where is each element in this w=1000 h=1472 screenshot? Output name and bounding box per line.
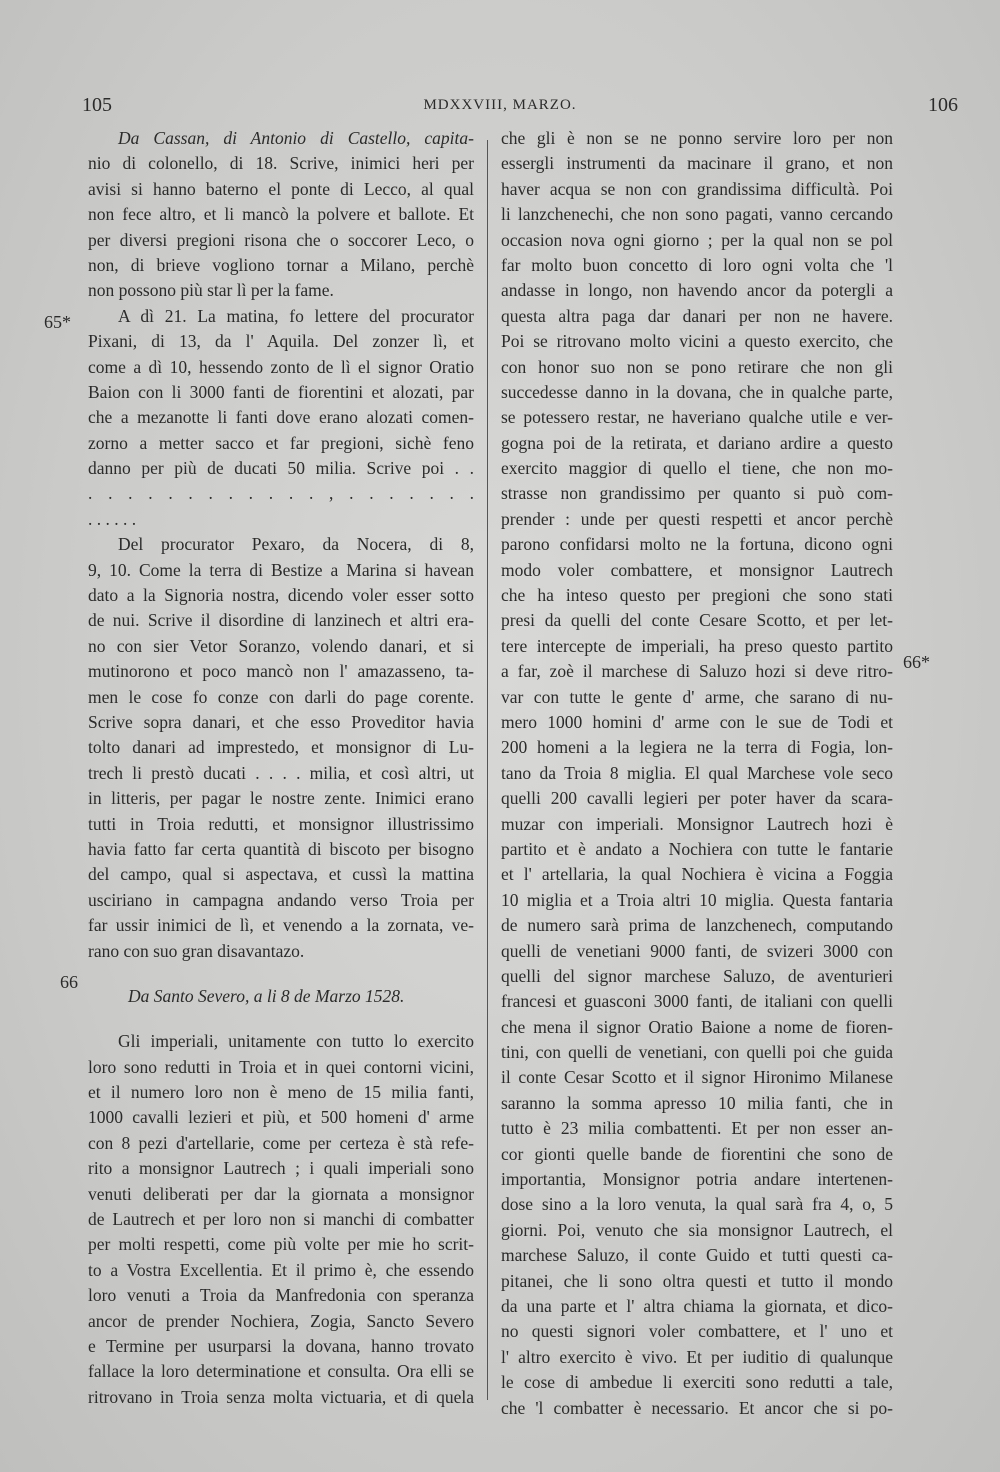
text-line: no questi signori voler combattere, et l' uno et: [501, 1321, 893, 1342]
left-column: [88, 126, 474, 1410]
text-line: havia fatto far certa quantità di biscoto per bisogno: [88, 838, 474, 859]
text-line: far ussir inimici de lì, et venendo a la zornata, ve-: [88, 915, 474, 936]
text-line: muzar con imperiali. Monsignor Lautrech hozi è: [501, 813, 893, 834]
text-line: per diversi pregioni risona che o soccorer Leco, o: [88, 229, 474, 250]
text-line: 1000 cavalli lezieri et più, et 500 homeni d' arme: [88, 1107, 474, 1128]
text-line: rano con suo gran disavantazo.: [88, 940, 305, 961]
text-line: francesi et guasconi 3000 fanti, de italiani con quelli: [501, 991, 893, 1012]
text-line: fallace la loro determinatione et consulta. Ora elli se: [88, 1361, 474, 1382]
text-line: succedesse danno in la dovana, che in qualche parte,: [501, 381, 893, 402]
text-line: rito a monsignor Lautrech ; i quali imperiali sono: [88, 1158, 474, 1179]
text-line: tutti in Troia redutti, et monsignor illustrissimo: [88, 813, 474, 834]
margin-number: 65*: [44, 312, 71, 332]
text-line: avisi si hanno baterno el ponte di Lecco, al qual: [88, 178, 474, 199]
text-line: Gli imperiali, unitamente con tutto lo exercito: [118, 1031, 474, 1052]
text-line: men le cose fo conze con darli do page corente.: [88, 686, 474, 707]
text-line: mero 1000 homini d' arme con le sue de Todi et: [501, 711, 893, 732]
text-line: non fece altro, et li mancò la polvere et ballote. Et: [88, 204, 474, 225]
margin-number: 66: [60, 972, 78, 992]
text-line: saranno la somma apresso 10 milia fanti, che in: [501, 1092, 893, 1113]
text-line: non, di brieve vogliono tornar a Milano, perchè: [88, 254, 474, 275]
text-line: questa altra paga dar danari per non ne havere.: [501, 305, 893, 326]
text-line: quelli 200 cavalli legieri per poter haver da scara-: [501, 788, 893, 809]
text-line: ancor de prender Nochiera, Zogia, Sancto Severo: [88, 1310, 474, 1331]
text-line: dose sino a la loro venuta, la qual sarà fra 4, o, 5: [501, 1194, 893, 1215]
text-line: come a dì 10, hessendo zonto de lì el signor Oratio: [88, 356, 474, 377]
text-line: Da Cassan, di Antonio di Castello, capita-: [118, 128, 474, 148]
text-line: tutto è 23 milia combattenti. Et per non esser an-: [501, 1118, 893, 1139]
text-line: l' altro exercito è vivo. Et per iuditio di qualunque: [501, 1346, 893, 1367]
text-line: de numero sarà prima de lanzchenech, computando: [501, 915, 893, 936]
text-line: non possono più star lì per la fame.: [88, 280, 334, 301]
text-line: . . . . . . . . . . . . , . . . . . . .: [88, 483, 474, 504]
text-line: quelli del signor marchese Saluzo, de aventurieri: [501, 965, 893, 986]
text-line: loro sono redutti in Troia et in quei contorni vicini,: [88, 1056, 474, 1077]
text-line: venuti deliberati per dar la giornata a monsignor: [88, 1183, 474, 1204]
text-line: Poi se ritrovano molto vicini a questo exercito, che: [501, 331, 893, 352]
text-line: ritrovano in Troia senza molta victuaria, et di quela: [88, 1386, 474, 1407]
text-line: Pixani, di 13, da l' Aquila. Del zonzer lì, et: [88, 331, 474, 352]
text-line: modo voler combattere, et monsignor Lautrech: [501, 559, 893, 580]
text-line: per molti respetti, come più volte per mie ho scrit-: [88, 1234, 474, 1255]
text-line: Scrive sopra danari, et che esso Proveditor havia: [88, 711, 474, 732]
text-line: tini, con quelli de venetiani, con quelli poi che guida: [501, 1042, 893, 1063]
text-line: et il numero loro non è meno de 15 milia fanti,: [88, 1082, 474, 1103]
text-line: danno per più de ducati 50 milia. Scrive poi . .: [88, 458, 474, 479]
text-line: giorni. Poi, venuto che sia monsignor Lautrech, el: [501, 1219, 893, 1240]
text-line: dato a la Signoria nostra, dicendo voler esser sotto: [88, 585, 474, 606]
text-line: occasion nova ogni giorno ; per la qual non se pol: [501, 229, 893, 250]
text-line: de Lautrech et per loro non si manchi di combatter: [88, 1209, 474, 1230]
text-line: tere intercepte de imperiali, ha preso questo partito: [501, 635, 893, 656]
text-line: essergli instrumenti da macinare il grano, et non: [501, 153, 893, 174]
text-line: marchese Saluzo, il conte Guido et tutti questi ca-: [501, 1245, 893, 1266]
paragraph-gap: [88, 1009, 474, 1029]
text-line: usciriano in campagna andando verso Troia per: [88, 889, 474, 910]
text-line: 200 homeni a la legiera ne la terra di Fogia, lon-: [501, 737, 893, 758]
text-line: 10 miglia et a Troia altri 10 miglia. Questa fantaria: [501, 889, 893, 910]
text-line: . . . . . .: [88, 508, 137, 529]
text-line: Baion con li 3000 fanti de fiorentini et alozati, par: [88, 381, 474, 402]
text-line: exercito maggior di quello el tiene, che non mo-: [501, 458, 893, 479]
text-line: cor gionti quelle bande de fiorentini che sono de: [501, 1143, 893, 1164]
text-line: A dì 21. La matina, fo lettere del procurator: [118, 305, 474, 326]
text-line: strasse non grandissimo per quanto si può com-: [501, 483, 893, 504]
text-line: Del procurator Pexaro, da Nocera, di 8,: [118, 534, 474, 555]
text-line: de nui. Scrive il disordine di lanzinech et altri era-: [88, 610, 474, 631]
text-line: var con tutte le gente d' arme, che sarano di nu-: [501, 686, 893, 707]
text-line: in litteris, per pagar le nostre zente. Inimici erano: [88, 788, 474, 809]
text-line: che gli è non se ne ponno servire loro per non: [501, 128, 893, 148]
text-line: to a Vostra Excellentia. Et il primo è, che essendo: [88, 1259, 474, 1280]
text-line: che ha inteso questo per pregioni che sono stati: [501, 585, 893, 606]
text-line: nio di colonello, di 18. Scrive, inimici heri per: [88, 153, 474, 174]
page-number-right: 106: [928, 94, 958, 116]
text-line: che 'l combatter è necessario. Et ancor che si po-: [501, 1397, 893, 1418]
text-line: haver acqua se non con grandissima difficultà. Poi: [501, 178, 893, 199]
text-line: il conte Cesar Scotto et il signor Hironimo Milanese: [501, 1067, 893, 1088]
text-line: et l' artellaria, la qual Nochiera è vicina a Foggia: [501, 864, 893, 885]
text-line: tolto danari ad imprestedo, et monsignor di Lu-: [88, 737, 474, 758]
text-line: far molto buon concetto di loro ogni volta che 'l: [501, 254, 893, 275]
text-line: che a mezanotte li fanti dove erano alozati comen-: [88, 407, 474, 428]
text-line: no con sier Vetor Soranzo, volendo danari, et si: [88, 635, 474, 656]
text-line: con 8 pezi d'artellarie, come per certeza è stà refe-: [88, 1132, 474, 1153]
text-line: prender : unde per questi respetti et ancor perchè: [501, 508, 893, 529]
text-line: 9, 10. Come la terra di Bestize a Marina si havean: [88, 559, 474, 580]
right-column: [501, 126, 893, 1421]
text-line: zorno a metter sacco et far pregioni, sichè feno: [88, 432, 474, 453]
page-number-left: 105: [82, 94, 112, 116]
text-line: gogna poi de la retirata, et dariano ardire a questo: [501, 432, 893, 453]
column-divider: [487, 140, 488, 1400]
text-line: le cose di ambedue li exerciti sono redutti a tale,: [501, 1372, 893, 1393]
text-line: che mena il signor Oratio Baione a nome de fioren-: [501, 1016, 893, 1037]
text-line: li lanzchenechi, che non sono pagati, vanno cercando: [501, 204, 893, 225]
text-line: pitanei, che li sono oltra questi et tutto il mondo: [501, 1270, 893, 1291]
text-line: a far, zoè il marchese di Saluzo hozi si deve ritro-: [501, 661, 893, 682]
text-line: mutinorono et poco mancò non l' amazasseno, ta-: [88, 661, 474, 682]
text-line: presi da quelli del conte Cesare Scotto, et per let-: [501, 610, 893, 631]
text-line: tano da Troia 8 miglia. El qual Marchese vole seco: [501, 762, 893, 783]
paragraph-gap: [88, 964, 474, 984]
text-line: con honor suo non se pono retirare che non gli: [501, 356, 893, 377]
text-line: se potessero restar, ne haveriano qualche utile e ver-: [501, 407, 893, 428]
margin-number: 66*: [903, 652, 930, 672]
text-line: importantia, Monsignor potria andare intertenen-: [501, 1169, 893, 1190]
text-line: trech li prestò ducati . . . . milia, et così altri, ut: [88, 762, 474, 783]
text-line: del campo, qual si aspectava, et cussì la mattina: [88, 864, 474, 885]
letter-heading: Da Santo Severo, a li 8 de Marzo 1528.: [128, 985, 405, 1006]
text-line: andasse in longo, non havendo ancor da potergli a: [501, 280, 893, 301]
running-title: MDXXVIII, MARZO.: [423, 97, 577, 113]
text-line: partito et è andato a Nochiera con tutte le fantarie: [501, 838, 893, 859]
text-line: e Termine per usurparsi la dovana, hanno trovato: [88, 1335, 474, 1356]
text-line: da una parte et l' altra chiama la giornata, et dico-: [501, 1295, 893, 1316]
text-line: parono confidarsi molto ne la fortuna, dicono ogni: [501, 534, 893, 555]
text-line: loro venuti a Troia da Manfredonia con speranza: [88, 1285, 474, 1306]
text-line: quelli de venetiani 9000 fanti, de svizeri 3000 con: [501, 940, 893, 961]
